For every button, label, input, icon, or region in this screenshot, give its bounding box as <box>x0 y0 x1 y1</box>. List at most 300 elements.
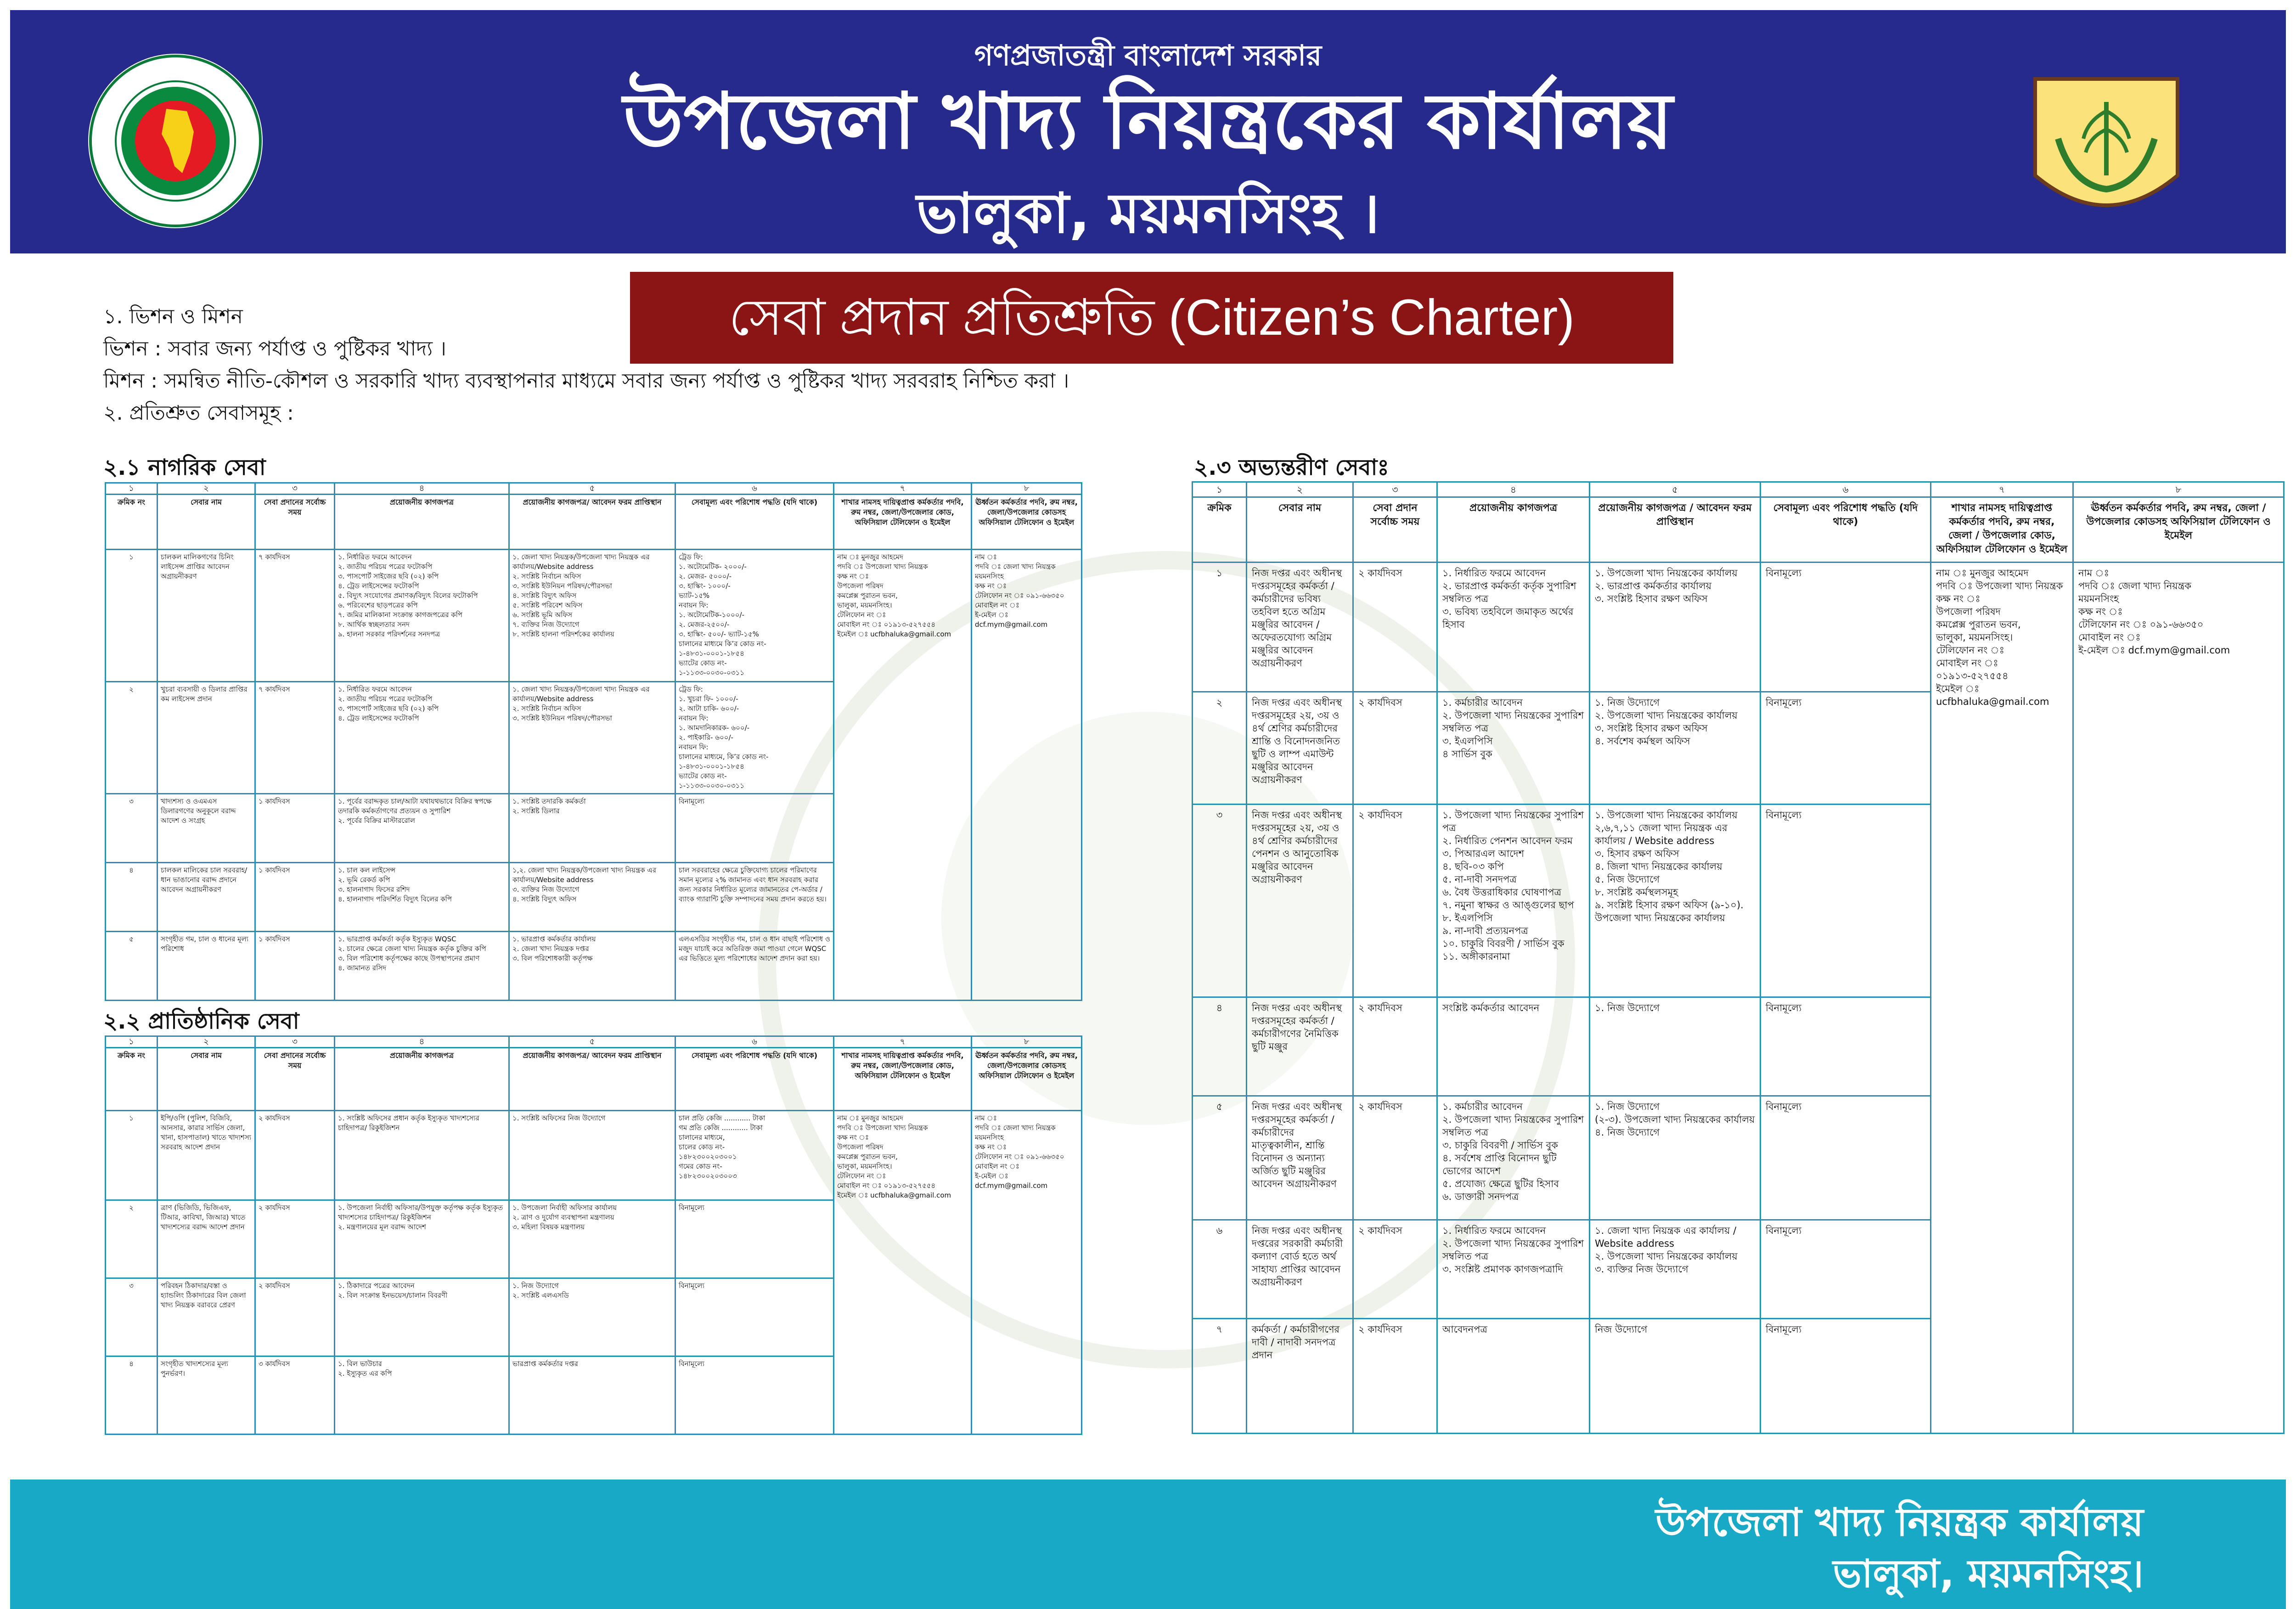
officer-contact-cell-line: কক্ষ নং ঃ <box>837 572 869 580</box>
required-docs-cell-line: ২. নির্ধারিত পেনশন আবেদন ফরম <box>1442 835 1573 846</box>
column-header: সেবা প্রদানের সর্বোচ্চ সময় <box>255 495 335 550</box>
required-docs-cell-line: ৫. বিদ্যুৎ সংযোগের প্রমাণক/বিদ্যুৎ বিলের ফটোকপি <box>338 591 478 600</box>
docs-source-cell-line: ৪. নিজ উদ্যোগে <box>1595 1127 1660 1138</box>
required-docs-cell-line: ১. নির্ধারিত ফরমে আবেদন <box>1442 1225 1546 1236</box>
required-docs-cell-line: ৪. সর্বশেষ প্রাপ্তি বিনোদন ছুটি ভোগের আদেশ <box>1442 1153 1557 1176</box>
officer-contact-cell-line: নাম ঃ মুনজুর আহমেদ <box>1936 568 2029 579</box>
docs-source-cell <box>509 932 675 1001</box>
column-header: শাখার নামসহ দায়িত্বপ্রাপ্ত কর্মকর্তার পদবি, রুম নম্বর, জেলা/উপজেলার কোড, অফিসিয়াল টেলিফোন ও ইমেইল <box>834 495 972 550</box>
required-docs-cell-line: সংশ্লিষ্ট কর্মকর্তার আবেদন <box>1442 1002 1540 1013</box>
fee-cell <box>675 794 834 863</box>
fee-cell-line: চালানের মাধ্যমে কি’র কোড নং- <box>679 640 766 648</box>
docs-source-cell-line: ১,২. জেলা খাদ্য নিয়ন্ত্রক/উপজেলা খাদ্য নিয়ন্ত্রক এর কার্যালয়/Website address <box>512 866 657 884</box>
column-number: ৪ <box>335 1036 509 1048</box>
docs-source-cell-line: ২. উপজেলা খাদ্য নিয়ন্ত্রকের কার্যালয় <box>1595 710 1738 721</box>
required-docs-cell-line: ৩. সংশ্লিষ্ট প্রমাণক কাগজপত্রাদি <box>1442 1264 1563 1275</box>
docs-source-cell-line: ৩. ব্যক্তির নিজ উদ্যোগে <box>1595 1264 1688 1275</box>
docs-source-cell-line: ৮. সংশ্লিষ্ট হালনা পরিদর্শকের কার্যালয় <box>512 630 614 638</box>
docs-source-cell-line: ৩. ব্যক্তির নিজ উদ্যোগে <box>512 885 580 894</box>
docs-source-cell-line: ৩. সংশ্লিষ্ট ইউনিয়ন পরিষদ/পৌরসভা <box>512 714 612 722</box>
fee-cell-line: বিনামূল্যে <box>1766 1002 1802 1013</box>
required-docs-cell-line: ২. ইস্যুকৃত এর কপি <box>338 1369 392 1378</box>
service-time-cell: ১ কার্যদিবস <box>255 863 335 932</box>
required-docs-cell-line: ৩. ইএলপিসি <box>1442 736 1493 747</box>
officer-contact-cell-line: মোবাইল নং ঃ ০১৯১৩-৫২৭৫৫৪ <box>1936 658 2009 681</box>
docs-source-cell-line: ১. উপজেলা খাদ্য নিয়ন্ত্রকের কার্যালয় <box>1595 810 1738 821</box>
required-docs-cell-line: ১১. অঙ্গীকারনামা <box>1442 951 1510 962</box>
required-docs-cell-line: ১. কর্মচারীর আবেদন <box>1442 1101 1523 1112</box>
column-number: ১ <box>1193 482 1247 497</box>
required-docs-cell <box>1437 692 1590 804</box>
fee-cell-line: ২. আটা চাকি- ৬০০/- <box>679 704 739 713</box>
docs-source-cell-line: ৮. সংশ্লিষ্ট কর্মস্থলসমূহ <box>1595 887 1678 898</box>
mission-text: মিশন : সমন্বিত নীতি-কৌশল ও সরকারি খাদ্য ব্যবস্থাপনার মাধ্যমে সবার জন্য পর্যাপ্ত ও পুষ্টিকর খাদ্য সরবরাহ নিশ্চিত করা । <box>103 369 1069 393</box>
column-number: ৬ <box>675 483 834 495</box>
required-docs-cell <box>335 682 509 794</box>
required-docs-cell-line: ২. উপজেলা খাদ্য নিয়ন্ত্রকের সুপারিশ সম্বলিত পত্র <box>1442 1114 1584 1138</box>
required-docs-cell-line: ৪ সার্ভিস বুক <box>1442 748 1492 759</box>
required-docs-cell <box>335 1200 509 1278</box>
docs-source-cell <box>509 682 675 794</box>
officer-contact-cell-line: কমপ্লেক্স পুরাতন ভবন, <box>837 591 898 600</box>
office-title: উপজেলা খাদ্য নিয়ন্ত্রকের কার্যালয় <box>623 76 1673 166</box>
required-docs-cell-line: ৩. পাসপোর্ট সাইজের ছবি (০২) কপি <box>338 704 439 713</box>
column-header: শাখার নামসহ দায়িত্বপ্রাপ্ত কর্মকর্তার পদবি, রুম নম্বর, জেলা / উপজেলার কোড, অফিসিয়াল টেলিফোন ও ইমেইল <box>1931 497 2073 563</box>
superior-contact-cell-line: পদবি ঃ জেলা খাদ্য নিয়ন্ত্রক <box>975 1124 1056 1132</box>
column-header: শাখার নামসহ দায়িত্বপ্রাপ্ত কর্মকর্তার পদবি, রুম নম্বর, জেলা/উপজেলার কোড, অফিসিয়াল টেলিফোন ও ইমেইল <box>834 1048 972 1111</box>
office-location: ভালুকা, ময়মনসিংহ । <box>916 182 1380 246</box>
serial-cell: ২ <box>106 1200 158 1278</box>
required-docs-cell-line: ৯. না-দাবী প্রত্যয়নপত্র <box>1442 925 1528 936</box>
vision-mission-section <box>103 301 1435 429</box>
docs-source-cell-line: ৩. বিল পরিশোধকারী কর্তৃপক্ষ <box>512 954 593 962</box>
column-header: প্রয়োজনীয় কাগজপত্র/ আবেদন ফরম প্রাপ্তিস্থান <box>509 1048 675 1111</box>
docs-source-cell <box>1590 1319 1761 1434</box>
serial-cell: ১ <box>106 550 158 682</box>
required-docs-cell-line: ২. মন্ত্রণালয়ের মূল বরাদ্দ আদেশ <box>338 1223 426 1231</box>
required-docs-cell-line: ২. ভূমি রেকর্ড কপি <box>338 876 390 884</box>
required-docs-cell-line: ১. সংশ্লিষ্ট অফিসের প্রধান কর্তৃক ইস্যুকৃত খাদ্যশস্যের চাহিদাপত্র/ রিকুইজিশন <box>338 1114 479 1132</box>
required-docs-cell <box>335 932 509 1001</box>
fee-cell-line: ১-৪৮৩১-০০০১-১৮৫৪ <box>679 649 744 658</box>
officer-contact-cell-line: নাম ঃ মুনজুর আহমেদ <box>837 1114 903 1122</box>
docs-source-cell-line: ৩. সংশ্লিষ্ট হিসাব রক্ষণ অফিস <box>1595 723 1708 734</box>
superior-contact-cell-line: টেলিফোন নং ঃ ০৯১-৬৬৩৫০ <box>2078 619 2204 630</box>
column-number: ৩ <box>1353 482 1437 497</box>
officer-contact-cell-line: উপজেলা পরিষদ <box>837 1143 884 1151</box>
superior-contact-cell-line: কক্ষ নং ঃ <box>975 1143 1007 1151</box>
superior-contact-cell-line: মোবাইল নং ঃ <box>975 601 1019 609</box>
column-header: ঊর্ধ্বতন কর্মকর্তার পদবি, রুম নম্বর, জেলা / উপজেলার কোডসহ অফিসিয়াল টেলিফোন ও ইমেইল <box>2073 497 2284 563</box>
docs-source-cell-line: ৩. হিসাব রক্ষণ অফিস <box>1595 848 1679 859</box>
fee-cell-line: বিনামূল্যে <box>1766 1324 1802 1335</box>
serial-cell: ৫ <box>1193 1096 1247 1220</box>
fee-cell-line: গমের কোড নং- <box>679 1162 722 1170</box>
superior-contact-cell-line: ময়মনসিংহ <box>2078 593 2119 604</box>
required-docs-cell-line: ৭. নমুনা স্বাক্ষর ও আঙ্গুলের ছাপ <box>1442 900 1574 911</box>
docs-source-cell-line: ১. নিজ উদ্যোগে <box>1595 1101 1660 1112</box>
serial-cell: ২ <box>1193 692 1247 804</box>
serial-cell: ৬ <box>1193 1220 1247 1319</box>
required-docs-cell-line: আবেদনপত্র <box>1442 1324 1487 1335</box>
fee-cell-line: বিনামূল্যে <box>1766 1225 1802 1236</box>
service-name-cell: নিজ দপ্তর এবং অধীনস্থ দপ্তরের সরকারী কর্মচারী কল্যাণ বোর্ড হতে অর্থ সাহায্য প্রাপ্তির আবেদন অগ্রায়নীকরণ <box>1247 1220 1353 1319</box>
fee-cell <box>675 863 834 932</box>
column-header: ক্রমিক নং <box>106 1048 158 1111</box>
docs-source-cell <box>1590 804 1761 997</box>
service-time-cell: ৩ কার্যদিবস <box>255 1356 335 1435</box>
officer-contact-cell-line: ইমেইল ঃ ucfbhaluka@gmail.com <box>837 630 951 638</box>
food-directorate-logo <box>2031 70 2182 226</box>
docs-source-cell-line: ২. ভারপ্রাপ্ত কর্মকর্তার কার্যালয় <box>1595 580 1712 591</box>
required-docs-cell-line: ১. ঠিকাদারে পত্রের আবেদন <box>338 1282 415 1290</box>
table-row <box>1193 563 2284 692</box>
docs-source-cell <box>1590 563 1761 692</box>
docs-source-cell-line: ৩. মহিলা বিষয়ক মন্ত্রণালয় <box>512 1223 585 1231</box>
fee-cell <box>675 550 834 682</box>
docs-source-cell-line: ২. ত্রাণ ও দুর্যোগ ব্যবস্থাপনা মন্ত্রণালয় <box>512 1213 614 1221</box>
service-name-cell: খাদ্যশস্য ও ওএমএস ডিলারগণের অনুকূলে বরাদ্দ আদেশ ও সংগ্রহ <box>158 794 255 863</box>
required-docs-cell-line: ২. পূর্বের বিক্রির মাস্টাররোল <box>338 816 416 825</box>
service-name-cell: খুচরা ব্যবসায়ী ও ডিলার প্রাপ্তির কম লাইসেন্স প্রদান <box>158 682 255 794</box>
column-number: ৪ <box>335 483 509 495</box>
fee-cell-line: চাল সরবরাহের ক্ষেত্রে চুক্তিযোগ্য চালের পরিমাণের সমান মূল্যের ২% জামানত এবং ধান সরবরাহ করার জন্য সরকার নির্ধারিত মূল্যের জামানতের পে-অর্ডার / ব্যাংক গ্যারান্টি চুক্তি সম্পাদনের সময় প্রদান করতে হয়। <box>679 866 827 903</box>
footer-office-location: ভালুকা, ময়মনসিংহ। <box>1833 1551 2144 1596</box>
fee-cell-line: চাল প্রতি কেজি ............ টাকা <box>679 1114 765 1122</box>
required-docs-cell-line: ২. ভারপ্রাপ্ত কর্মকর্তা কর্তৃক সুপারিশ সম্বলিত পত্র <box>1442 580 1576 604</box>
service-name-cell: নিজ দপ্তর এবং অধীনস্থ দপ্তরসমূহের কর্মকর্তা / কর্মচারীদের ভবিষ্য তহবিল হতে অগ্রিম মঞ্জুরির আবেদন / অফেরতযোগ্য অগ্রিম মঞ্জুরির আবেদন অগ্রায়নীকরণ <box>1247 563 1353 692</box>
docs-source-cell-line: ১. উপজেলা খাদ্য নিয়ন্ত্রকের কার্যালয় <box>1595 568 1738 579</box>
fee-cell-line: ৩. হাস্কিং- ১০০০/- <box>679 582 731 590</box>
fee-cell-line: ট্রেড ফি: <box>679 685 703 693</box>
service-name-cell: চালকল মালিকগণের চিনিং লাইসেন্স প্রাপ্তির আবেদন অগ্রায়নীকরণ <box>158 550 255 682</box>
header-banner <box>10 10 2286 253</box>
superior-contact-cell-line: ময়মনসিংহ <box>975 572 1004 580</box>
officer-contact-cell <box>1931 563 2073 1434</box>
superior-contact-cell <box>972 1111 1082 1435</box>
required-docs-cell-line: ১. নির্ধারিত ফরমে আবেদন <box>1442 568 1546 579</box>
officer-contact-cell-line: পদবি ঃ উপজেলা খাদ্য নিয়ন্ত্রক <box>1936 580 2063 591</box>
fee-cell-line: বিনামূল্যে <box>1766 810 1802 821</box>
service-time-cell: ২ কার্যদিবস <box>1353 997 1437 1096</box>
column-number: ৭ <box>834 1036 972 1048</box>
docs-source-cell-line: ৫. নিজ উদ্যোগে <box>1595 874 1660 885</box>
fee-cell-line: গম প্রতি কেজি ............ টাকা <box>679 1124 763 1132</box>
fee-cell-line: বিনামূল্যে <box>679 797 704 805</box>
required-docs-cell <box>335 550 509 682</box>
required-docs-cell-line: ৩. হালনাগাদ ফিসের রশিদ <box>338 885 410 894</box>
fee-cell <box>675 1200 834 1278</box>
docs-source-cell-line: ৪. সর্বশেষ কর্মস্থল অফিস <box>1595 736 1690 747</box>
required-docs-cell-line: ৩. পাসপোর্ট সাইজের ছবি (০২) কপি <box>338 572 439 580</box>
superior-contact-cell-line: টেলিফোন নং ঃ ০৯১-৬৬৩৫০ <box>975 1153 1064 1161</box>
required-docs-cell <box>1437 804 1590 997</box>
docs-source-cell-line: ২. সংশ্লিষ্ট নির্বাচন অফিস <box>512 704 581 713</box>
docs-source-cell-line: ৩. সংশ্লিষ্ট হিসাব রক্ষণ অফিস <box>1595 593 1708 604</box>
required-docs-cell-line: ৫. না-দাবী সনদপত্র <box>1442 874 1517 885</box>
service-name-cell: নিজ দপ্তর এবং অধীনস্থ দপ্তরসমূহের ২য়, ৩য় ও ৪র্থ শ্রেণির কর্মচারীদের শ্রান্তি ও বিনোদনজনিত ছুটি ও লাম্প এমাউন্ট মঞ্জুরির আবেদন অগ্রায়নীকরণ <box>1247 692 1353 804</box>
required-docs-cell-line: ৩. চাকুরি বিবরণী / সার্ভিস বুক <box>1442 1140 1558 1151</box>
internal-service-title: ২.৩ অভ্যন্তরীণ সেবাঃ <box>1194 455 1389 480</box>
column-header: সেবামূল্য এবং পরিশোধ পদ্ধতি (যদি থাকে) <box>1761 497 1931 563</box>
service-time-cell: ৭ কার্যদিবস <box>255 550 335 682</box>
table-row <box>106 1111 1082 1200</box>
superior-contact-cell-line: ই-মেইল ঃ dcf.mym@gmail.com <box>975 1172 1048 1190</box>
fee-cell-line: নবায়ন ফি: <box>679 743 709 751</box>
docs-source-cell-line: ১. জেলা খাদ্য নিয়ন্ত্রক এর কার্যালয় / Website address <box>1595 1225 1737 1249</box>
service-name-cell: চালকল মালিকের চাল সরবরাহ/ধান ভাঙানোর বরাদ্দ প্রদানে আবেদন অগ্রায়নীকরণ <box>158 863 255 932</box>
fee-cell-line: ১৪৮২৩০০২০৩০০১ <box>679 1153 737 1161</box>
fee-cell-line: ২. পাইকারি- ৬০০/- <box>679 733 733 742</box>
service-name-cell: সংগৃহীত খাদ্যশস্যের মূল্য পুনর্ভরণ। <box>158 1356 255 1435</box>
required-docs-cell-line: ১. পূর্বের বরাদ্দকৃত চাল/আটা যথাযথভাবে বিক্রির স্বপক্ষে তদারকি কর্মকর্তাগণের প্রত্যয়ন ও সুপারিশ <box>338 797 492 815</box>
officer-contact-cell-line: টেলিফোন নং ঃ <box>837 611 886 619</box>
service-time-cell: ১ কার্যদিবস <box>255 794 335 863</box>
required-docs-cell-line: ৬. বৈধ উত্তরাধিকার ঘোষণাপত্র <box>1442 887 1562 898</box>
fee-cell-line: ১. আমদানিকারক- ৬০০/- <box>679 724 750 732</box>
officer-contact-cell-line: কমপ্লেক্স পুরাতন ভবন, <box>1936 619 2021 630</box>
docs-source-cell-line: ভারপ্রাপ্ত কর্মকর্তার দপ্তর <box>512 1360 578 1368</box>
officer-contact-cell-line: টেলিফোন নং ঃ <box>1936 645 2004 656</box>
docs-source-cell-line: ৯. সংশ্লিষ্ট হিসাব রক্ষণ অফিস (৯-১০). উপজেলা খাদ্য নিয়ন্ত্রকের কার্যালয় <box>1595 900 1744 923</box>
docs-source-cell-line: ১. নিজ উদ্যোগে <box>512 1282 559 1290</box>
required-docs-cell-line: ২. উপজেলা খাদ্য নিয়ন্ত্রকের সুপারিশ সম্বলিত পত্র <box>1442 710 1584 734</box>
required-docs-cell-line: ৩. ভবিষ্য তহবিলে জমাকৃত অর্থের হিসাব <box>1442 606 1574 630</box>
officer-contact-cell-line: ইমেইল ঃ ucfbhaluka@gmail.com <box>1936 683 2049 707</box>
required-docs-cell-line: ৩. পিআরএল আদেশ <box>1442 848 1525 859</box>
officer-contact-cell-line: কমপ্লেক্স পুরাতন ভবন, <box>837 1153 898 1161</box>
fee-cell-line: বিনামূল্যে <box>679 1282 704 1290</box>
required-docs-cell-line: ৪. হালনাগাদ পরিদর্শিত বিদ্যুৎ বিলের কপি <box>338 895 452 903</box>
vision-text: ভিশন : সবার জন্য পর্যাপ্ত ও পুষ্টিকর খাদ্য । <box>103 337 446 360</box>
required-docs-cell <box>335 1111 509 1200</box>
serial-cell: ৩ <box>106 794 158 863</box>
required-docs-cell <box>335 863 509 932</box>
officer-contact-cell <box>834 1111 972 1435</box>
service-time-cell: ২ কার্যদিবস <box>255 1111 335 1200</box>
required-docs-cell-line: ৩. বিল পরিশোধ কর্তৃপক্ষের কাছে উপস্থাপনের প্রমাণ <box>338 954 480 962</box>
docs-source-cell-line: ২. সংশ্লিষ্ট নির্বাচন অফিস <box>512 572 581 580</box>
superior-contact-cell-line: ই-মেইল ঃ dcf.mym@gmail.com <box>975 611 1048 629</box>
service-time-cell: ২ কার্যদিবস <box>1353 1319 1437 1434</box>
fee-cell <box>1761 997 1931 1096</box>
column-header: প্রয়োজনীয় কাগজপত্র / আবেদন ফরম প্রাপ্তিস্থান <box>1590 497 1761 563</box>
required-docs-cell-line: ৪. জামানত রসিদ <box>338 964 387 972</box>
required-docs-cell-line: ১. উপজেলা নির্বাহী অফিসার/উপযুক্ত কর্তৃপক্ষ কর্তৃক ইস্যুকৃত খাদ্যশস্যের চাহিদাপত্র/ রিকুইজিশন <box>338 1204 503 1221</box>
column-number: ১ <box>106 1036 158 1048</box>
fee-cell-line: ২. মেজর- ৫০০০/- <box>679 572 732 580</box>
column-number: ১ <box>106 483 158 495</box>
superior-contact-cell-line: টেলিফোন নং ঃ ০৯১-৬৬৩৫০ <box>975 591 1064 600</box>
officer-contact-cell-line: ভালুকা, ময়মনসিংহ। <box>837 601 892 609</box>
fee-cell-line: ১. অটোমেটিক- ২০০০/- <box>679 563 747 571</box>
fee-cell-line: বিনামূল্যে <box>679 1204 704 1212</box>
required-docs-cell-line: ১০. চাকুরি বিবরণী / সার্ভিস বুক <box>1442 938 1564 949</box>
column-header: ঊর্ধ্বতন কর্মকর্তার পদবি, রুম নম্বর, জেলা/উপজেলার কোডসহ অফিসিয়াল টেলিফোন ও ইমেইল <box>972 495 1082 550</box>
fee-cell-line: চালানের মাধ্যমে, কি’র কোড নং- <box>679 753 769 761</box>
required-docs-cell-line: ৮. আর্থিক স্বচ্ছলতার সনদ <box>338 620 410 629</box>
column-number: ২ <box>158 483 255 495</box>
superior-contact-cell-line: পদবি ঃ জেলা খাদ্য নিয়ন্ত্রক <box>2078 580 2191 591</box>
required-docs-cell-line: ৪. ট্রেড লাইসেন্সের ফটোকপি <box>338 714 419 722</box>
docs-source-cell <box>509 794 675 863</box>
required-docs-cell-line: ৭. জমির মালিকানা সংক্রান্ত কাগজপত্রের কপি <box>338 611 463 619</box>
fee-cell-line: ১-৪৮৩১-০০০১-১৮৫৪ <box>679 762 744 771</box>
citizen-service-table <box>105 482 1082 1001</box>
fee-cell-line: বিনামূল্যে <box>679 1360 704 1368</box>
docs-source-cell-line: ১. ভারপ্রাপ্ত কর্মকর্তার কার্যালয় <box>512 935 596 943</box>
superior-contact-cell <box>2073 563 2284 1434</box>
fee-cell <box>675 932 834 1001</box>
fee-cell-line: ভ্যাটের কোড নং- <box>679 659 727 667</box>
vision-mission-heading: ১. ভিশন ও মিশন <box>103 305 243 328</box>
required-docs-cell-line: ৯. হালনা সরকার পরিদর্শনের সনদপত্র <box>338 630 440 638</box>
serial-cell: ৭ <box>1193 1319 1247 1434</box>
docs-source-cell <box>509 1200 675 1278</box>
docs-source-cell <box>1590 997 1761 1096</box>
fee-cell-line: ১. খুচরা ফি- ১০০০/- <box>679 695 738 703</box>
column-number: ৩ <box>255 1036 335 1048</box>
required-docs-cell-line: ২. বিল সংক্রান্ত ইনভয়েস/চালান বিবরণী <box>338 1291 448 1300</box>
superior-contact-cell-line: পদবি ঃ জেলা খাদ্য নিয়ন্ত্রক <box>975 563 1056 571</box>
column-header: প্রয়োজনীয় কাগজপত্র <box>335 1048 509 1111</box>
docs-source-cell-line: (২-৩). উপজেলা খাদ্য নিয়ন্ত্রকের কার্যালয় <box>1595 1114 1755 1125</box>
service-name-cell: ত্রাণ (ভিজিডি, ভিজিএফ, টিআর, কাবিখা, জিআর) খাতে খাদ্যশস্যের বরাদ্দ আদেশ প্রদান <box>158 1200 255 1278</box>
superior-contact-cell-line: ই-মেইল ঃ dcf.mym@gmail.com <box>2078 645 2230 656</box>
column-number: ২ <box>158 1036 255 1048</box>
required-docs-cell-line: ১. কর্মচারীর আবেদন <box>1442 697 1523 708</box>
docs-source-cell-line: ১. উপজেলা নির্বাহী অফিসার কার্যালয় <box>512 1204 617 1212</box>
docs-source-cell-line: ২. সংশ্লিষ্ট এলএসডি <box>512 1291 569 1300</box>
docs-source-cell-line: ৪. জিলা খাদ্য নিয়ন্ত্রকের কার্যালয় <box>1595 861 1722 872</box>
required-docs-cell-line: ৪. ট্রেড লাইসেন্সের ফটোকপি <box>338 582 419 590</box>
superior-contact-cell-line: কক্ষ নং ঃ <box>975 582 1007 590</box>
superior-contact-cell-line: মোবাইল নং ঃ <box>2078 632 2141 643</box>
service-name-cell: কর্মকর্তা / কর্মচারীগণের দাবী / নাদাবী সনদপত্র প্রদান <box>1247 1319 1353 1434</box>
fee-cell-line: ১৪৮২৩০০২০৩০০৩ <box>679 1172 737 1180</box>
fee-cell <box>1761 1096 1931 1220</box>
fee-cell-line: ১-১১৩৩-০০৩০-০৩১১ <box>679 669 744 677</box>
docs-source-cell <box>509 1278 675 1356</box>
officer-contact-cell-line: কক্ষ নং ঃ <box>1936 593 1981 604</box>
service-name-cell: নিজ দপ্তর এবং অধীনস্থ দপ্তরসমূহের কর্মকর্তা / কর্মচারীদের মাতৃত্বকালীন, শ্রান্তি বিনোদন ও অন্যান্য অর্জিত ছুটি মঞ্জুরির আবেদন অগ্রায়নীকরণ <box>1247 1096 1353 1220</box>
docs-source-cell <box>1590 692 1761 804</box>
fee-cell <box>1761 563 1931 692</box>
required-docs-cell-line: ২. উপজেলা খাদ্য নিয়ন্ত্রকের সুপারিশ সম্বলিত পত্র <box>1442 1238 1584 1262</box>
column-header: সেবার নাম <box>158 495 255 550</box>
government-title: গণপ্রজাতন্ত্রী বাংলাদেশ সরকার <box>974 39 1322 72</box>
officer-contact-cell-line: মোবাইল নং ঃ ০১৯১৩-৫২৭৫৫৪ <box>837 620 936 629</box>
docs-source-cell-line: ৪. সংশ্লিষ্ট বিদ্যুৎ অফিস <box>512 895 577 903</box>
required-docs-cell-line: ১. বিল ভাউচার <box>338 1360 382 1368</box>
docs-source-cell-line: ৬. সংশ্লিষ্ট ভূমি অফিস <box>512 611 573 619</box>
column-header: ক্রমিক <box>1193 497 1247 563</box>
docs-source-cell-line: ৭. ব্যক্তির নিজ উদ্যোগে <box>512 620 580 629</box>
citizen-service-title: ২.১ নাগরিক সেবা <box>103 455 266 480</box>
officer-contact-cell <box>834 550 972 1001</box>
service-time-cell: ২ কার্যদিবস <box>1353 1220 1437 1319</box>
serial-cell: ১ <box>106 1111 158 1200</box>
column-number: ৬ <box>675 1036 834 1048</box>
column-number: ৫ <box>509 1036 675 1048</box>
fee-cell-line: নবায়ন ফি: <box>679 714 709 722</box>
service-name-cell: পরিবহন ঠিকাদার/বস্তা ও হ্যান্ডলিং ঠিকাদারের বিল জেলা খাদ্য নিয়ন্ত্রক বরাবরে প্রেরণ <box>158 1278 255 1356</box>
required-docs-cell-line: ৫. প্রযোজ্য ক্ষেত্রে ছুটির হিসাব <box>1442 1178 1559 1189</box>
docs-source-cell-line: ২. উপজেলা খাদ্য নিয়ন্ত্রকের কার্যালয় <box>1595 1251 1738 1262</box>
fee-cell <box>675 1111 834 1200</box>
required-docs-cell <box>1437 1319 1590 1434</box>
column-header: সেবা প্রদান সর্বোচ্চ সময় <box>1353 497 1437 563</box>
docs-source-cell-line: ৪. সংশ্লিষ্ট বিদ্যুৎ অফিস <box>512 591 577 600</box>
column-header: সেবার নাম <box>1247 497 1353 563</box>
docs-source-cell-line: ১. সংশ্লিষ্ট অফিসের নিজ উদ্যোগে <box>512 1114 606 1122</box>
serial-cell: ১ <box>1193 563 1247 692</box>
docs-source-cell-line: ৩. সংশ্লিষ্ট ইউনিয়ন পরিষদ/পৌরসভা <box>512 582 612 590</box>
fee-cell-line: ভ্যাটের কোড নং- <box>679 772 727 780</box>
service-time-cell: ২ কার্যদিবস <box>1353 804 1437 997</box>
fee-cell-line: চালের কোড নং- <box>679 1143 725 1151</box>
officer-contact-cell-line: ভালুকা, ময়মনসিংহ। <box>837 1162 892 1170</box>
docs-source-cell <box>1590 1096 1761 1220</box>
officer-contact-cell-line: উপজেলা পরিষদ <box>837 582 884 590</box>
required-docs-cell-line: ৬. ডাক্তারী সনদপত্র <box>1442 1191 1519 1202</box>
required-docs-cell-line: ২. চালের ক্ষেত্রে জেলা খাদ্য নিয়ন্ত্রক কর্তৃক চুক্তির কপি <box>338 945 486 953</box>
docs-source-cell-line: ৫. সংশ্লিষ্ট পরিবেশ অফিস <box>512 601 583 609</box>
docs-source-cell-line: ১. জেলা খাদ্য নিয়ন্ত্রক/উপজেলা খাদ্য নিয়ন্ত্রক এর কার্যালয়/Website address <box>512 685 650 703</box>
serial-cell: ৪ <box>106 1356 158 1435</box>
fee-cell-line: ৩. হাস্কিং- ৫০০/- ভ্যাট-১৫% <box>679 630 759 638</box>
column-header: ঊর্ধ্বতন কর্মকর্তার পদবি, রুম নম্বর, জেলা/উপজেলার কোডসহ অফিসিয়াল টেলিফোন ও ইমেইল <box>972 1048 1082 1111</box>
officer-contact-cell-line: উপজেলা পরিষদ <box>1936 606 2001 617</box>
officer-contact-cell-line: টেলিফোন নং ঃ <box>837 1172 886 1180</box>
column-number: ২ <box>1247 482 1353 497</box>
internal-service-table <box>1192 481 2285 1434</box>
service-name-cell: নিজ দপ্তর এবং অধীনস্থ দপ্তরসমূহের কর্মকর্তা / কর্মচারীগণের নৈমিত্তিক ছুটি মঞ্জুর <box>1247 997 1353 1096</box>
column-number: ৭ <box>834 483 972 495</box>
required-docs-cell <box>335 794 509 863</box>
officer-contact-cell-line: মোবাইল নং ঃ ০১৯১৩-৫২৭৫৫৪ <box>837 1181 936 1190</box>
docs-source-cell <box>509 863 675 932</box>
column-header: প্রয়োজনীয় কাগজপত্র <box>1437 497 1590 563</box>
fee-cell <box>1761 1319 1931 1434</box>
officer-contact-cell-line: পদবি ঃ উপজেলা খাদ্য নিয়ন্ত্রক <box>837 1124 928 1132</box>
required-docs-cell-line: ৮. ইএলপিসি <box>1442 912 1493 923</box>
required-docs-cell <box>1437 997 1590 1096</box>
column-number: ৫ <box>509 483 675 495</box>
docs-source-cell <box>1590 1220 1761 1319</box>
column-number: ৭ <box>1931 482 2073 497</box>
service-name-cell: ইপি/ওপি (পুলিশ, বিজিবি, আনসার, কারার সার্ভিস জেলা, খানা, হাসপাতাল) খাতে খাদ্যশস্য সরবরাহ আদেশ প্রদান <box>158 1111 255 1200</box>
service-time-cell: ১ কার্যদিবস <box>255 932 335 1001</box>
docs-source-cell-line: ১. জেলা খাদ্য নিয়ন্ত্রক/উপজেলা খাদ্য নিয়ন্ত্রক এর কার্যালয়/Website address <box>512 553 650 571</box>
docs-source-cell-line: ২. জেলা খাদ্য নিয়ন্ত্রক দপ্তর <box>512 945 589 953</box>
fee-cell-line: ১. অটোমেটিক-১০০০/- <box>679 611 744 619</box>
column-number: ৪ <box>1437 482 1590 497</box>
officer-contact-cell-line: ইমেইল ঃ ucfbhaluka@gmail.com <box>837 1191 951 1199</box>
service-time-cell: ২ কার্যদিবস <box>1353 1096 1437 1220</box>
service-name-cell: সংগৃহীত গম, চাল ও ধানের মূল্য পরিশোধ <box>158 932 255 1001</box>
officer-contact-cell-line: পদবি ঃ উপজেলা খাদ্য নিয়ন্ত্রক <box>837 563 928 571</box>
footer-office-name: উপজেলা খাদ্য নিয়ন্ত্রক কার্যালয় <box>1655 1500 2144 1545</box>
fee-cell <box>675 1278 834 1356</box>
docs-source-cell-line: ২,৬,৭,১১ জেলা খাদ্য নিয়ন্ত্রক এর কার্যালয় / Website address <box>1595 822 1728 846</box>
fee-cell-line: এলএসডির সংগৃহীত গম, চাল ও ধান বাছাই পরিশোধ ও মজুদ যাচাই করে অতিরিক্ত জমা পাওয়া গেলে WQSC এর ভিত্তিতে মূল্য পরিশোধের আদেশ প্রদান করা হয়। <box>679 935 830 962</box>
column-header: ক্রমিক নং <box>106 495 158 550</box>
column-number: ৮ <box>2073 482 2284 497</box>
docs-source-cell-line: ২. সংশ্লিষ্ট ডিলার <box>512 807 560 815</box>
column-number: ৫ <box>1590 482 1761 497</box>
docs-source-cell-line: ১. সংশ্লিষ্ট তদারকি কর্মকর্তা <box>512 797 586 805</box>
